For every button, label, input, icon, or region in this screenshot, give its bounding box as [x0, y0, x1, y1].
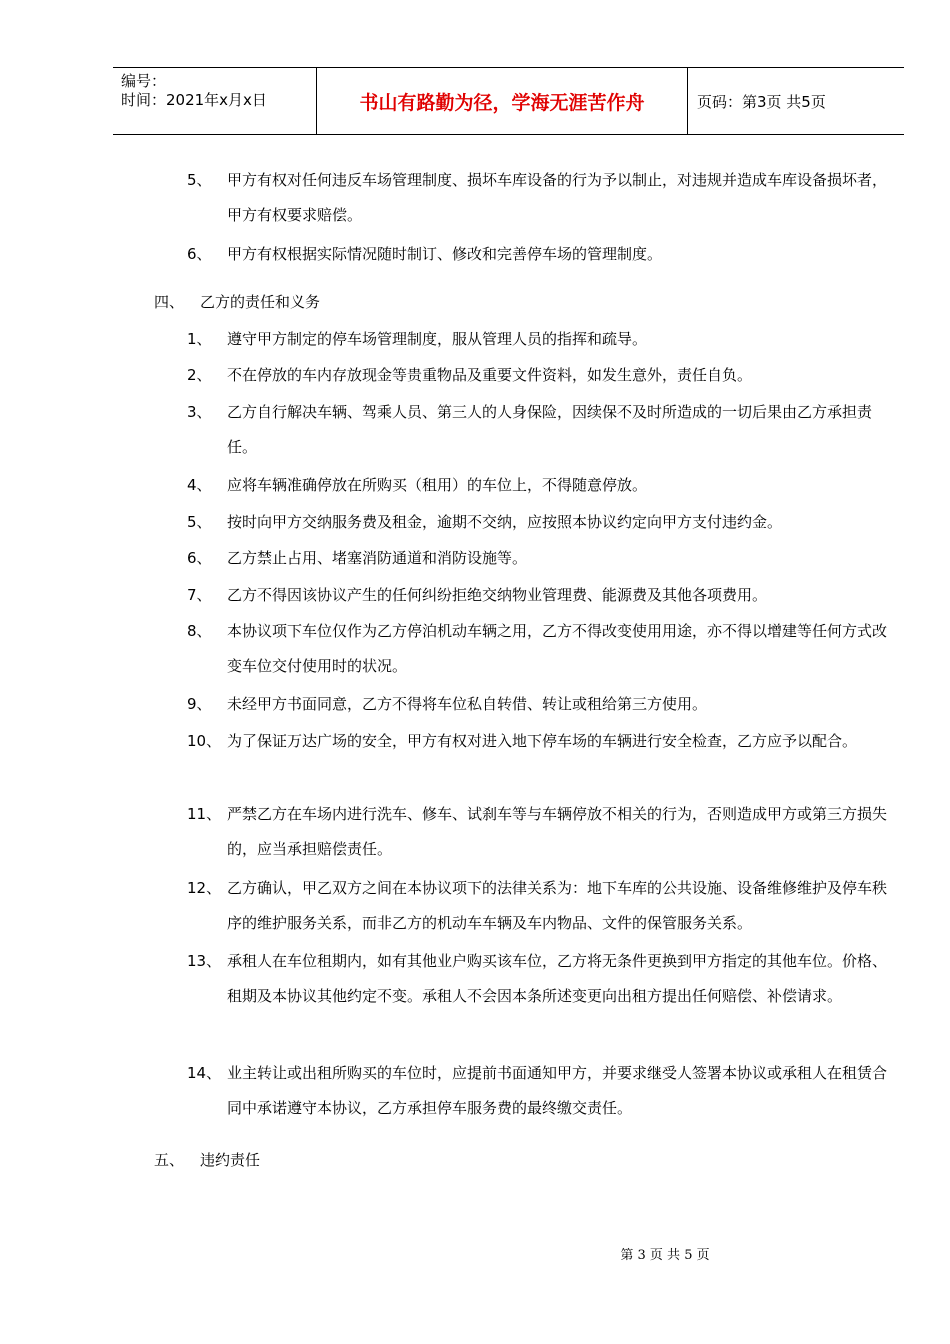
- header-motto: 书山有路勤为径，学海无涯苦作舟: [316, 68, 688, 134]
- clause-text: 本协议项下车位仅作为乙方停泊机动车辆之用，乙方不得改变使用用途，亦不得以增建等任何方式改变车位交付使用时的状况。: [227, 622, 888, 675]
- header-meta: [113, 68, 316, 134]
- clause-text: 不在停放的车内存放现金等贵重物品及重要文件资料，如发生意外，责任自负。: [227, 366, 753, 384]
- section-title: 乙方的责任和义务: [200, 293, 321, 311]
- clause-number: 1、: [187, 330, 212, 348]
- clause-text: 为了保证万达广场的安全，甲方有权对进入地下停车场的车辆进行安全检查，乙方应予以配合。: [227, 732, 858, 750]
- clause-number: 5、: [187, 513, 212, 531]
- clause-text: 乙方禁止占用、堵塞消防通道和消防设施等。: [227, 549, 528, 567]
- clause-number: 3、: [187, 403, 212, 421]
- clause-text: 按时向甲方交纳服务费及租金，逾期不交纳，应按照本协议约定向甲方支付违约金。: [227, 513, 783, 531]
- section-title: 违约责任: [200, 1151, 261, 1169]
- section-number: 四、: [154, 293, 185, 311]
- page-header: [113, 67, 904, 135]
- clause-number: 9、: [187, 695, 212, 713]
- clause-number: 6、: [187, 549, 212, 567]
- clause-text: 乙方确认，甲乙双方之间在本协议项下的法律关系为：地下车库的公共设施、设备维修维护及停车秩序的维护服务关系，而非乙方的机动车车辆及车内物品、文件的保管服务关系。: [227, 879, 888, 932]
- section-number: 五、: [154, 1151, 185, 1169]
- clause-number: 2、: [187, 366, 212, 384]
- clause-text: 应将车辆准确停放在所购买（租用）的车位上，不得随意停放。: [227, 476, 648, 494]
- clause-number: 14、: [187, 1064, 222, 1082]
- header-page-info: 页码：第3页 共5页: [697, 92, 826, 111]
- clause-number: 10、: [187, 732, 222, 750]
- clause-number: 7、: [187, 586, 212, 604]
- clause-text: 业主转让或出租所购买的车位时，应提前书面通知甲方，并要求继受人签署本协议或承租人在租赁合同中承诺遵守本协议，乙方承担停车服务费的最终缴交责任。: [227, 1064, 888, 1117]
- clause-number: 8、: [187, 622, 212, 640]
- clause-number: 13、: [187, 952, 222, 970]
- clause-number: 12、: [187, 879, 222, 897]
- clause-text: 甲方有权根据实际情况随时制订、修改和完善停车场的管理制度。: [227, 245, 663, 263]
- clause-number: 11、: [187, 805, 222, 823]
- clause-number: 6、: [187, 245, 212, 263]
- clause-text: 甲方有权对任何违反车场管理制度、损坏车库设备的行为予以制止，对违规并造成车库设备损坏者，甲方有权要求赔偿。: [227, 171, 888, 224]
- clause-text: 乙方不得因该协议产生的任何纠纷拒绝交纳物业管理费、能源费及其他各项费用。: [227, 586, 768, 604]
- clause-text: 承租人在车位租期内，如有其他业户购买该车位，乙方将无条件更换到甲方指定的其他车位。价格、租期及本协议其他约定不变。承租人不会因本条所述变更向出租方提出任何赔偿、补偿请求。: [227, 952, 888, 1005]
- clause-number: 4、: [187, 476, 212, 494]
- clause-text: 未经甲方书面同意，乙方不得将车位私自转借、转让或租给第三方使用。: [227, 695, 708, 713]
- clause-text: 遵守甲方制定的停车场管理制度，服从管理人员的指挥和疏导。: [227, 330, 648, 348]
- document-number: 编号：: [121, 72, 167, 90]
- clause-number: 5、: [187, 171, 212, 189]
- clause-text: 严禁乙方在车场内进行洗车、修车、试刹车等与车辆停放不相关的行为，否则造成甲方或第三方损失的，应当承担赔偿责任。: [227, 805, 888, 858]
- document-time: 时间：2021年x月x日: [121, 91, 267, 109]
- page-footer: 第 3 页 共 5 页: [620, 1248, 710, 1263]
- clause-text: 乙方自行解决车辆、驾乘人员、第三人的人身保险，因续保不及时所造成的一切后果由乙方承担责任。: [227, 403, 873, 456]
